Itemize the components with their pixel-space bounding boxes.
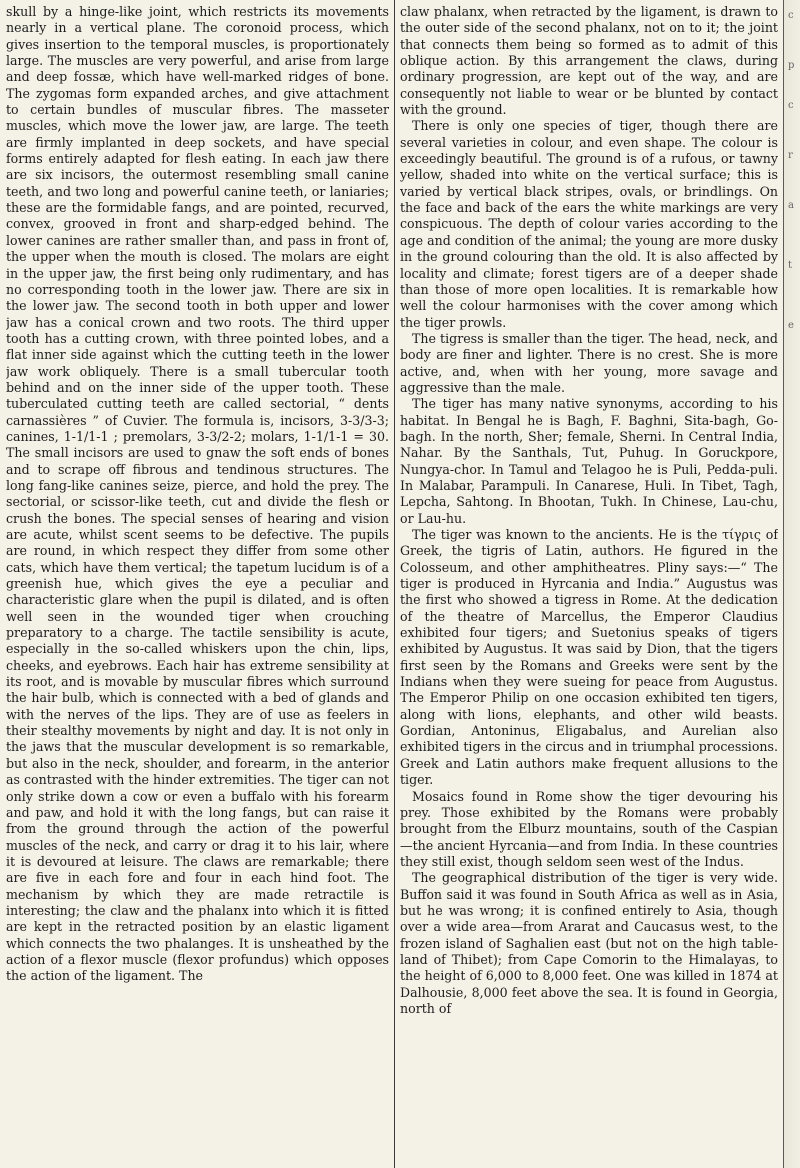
edge-fragment: r	[788, 150, 793, 161]
edge-fragment: e	[788, 320, 794, 331]
edge-fragment: t	[788, 260, 793, 271]
paragraph: The tiger has many native synonyms, according to his habitat. In Bengal he is Bagh, F. Baghni, Sita-bagh, Go-bagh. In the north, Sher; female, Sherni. In Central India, Nahar. By the Santhals, Tut, Puhug. In Goruckpore, Nungya-chor. In Tamul and Telagoo he is Puli, Pedda-puli. In Malabar, Parampuli. In Canarese, Huli. In Tibet, Tagh, Lepcha, Sahtong. In Bhootan, Tukh. In Chinese, Lau-chu, or Lau-hu.	[400, 396, 778, 526]
paragraph: skull by a hinge-like joint, which restricts its movements nearly in a vertical plane. The coronoid process, which gives insertion to the temporal muscles, is proportionately large. The muscles are very powerful, and arise from large and deep fossæ, which have well-marked ridges of bone. The zygomas form expanded arches, and give attachment to certain bundles of muscular fibres. The masseter muscles, which move the lower jaw, are large. The teeth are firmly implanted in deep sockets, and have special forms entirely adapted for flesh eating. In each jaw there are six incisors, the outermost resembling small canine teeth, and two long and powerful canine teeth, or laniaries; these are the formidable fangs, and are pointed, recurved, convex, grooved in front and sharp-edged behind. The lower canines are rather smaller than, and pass in front of, the upper when the mouth is closed. The molars are eight in the upper jaw, the first being only rudimentary, and has no corresponding tooth in the lower jaw. There are six in the lower jaw. The second tooth in both upper and lower jaw has a conical crown and two roots. The third upper tooth has a cutting crown, with three pointed lobes, and a flat inner side against which the cutting teeth in the lower jaw work obliquely. There is a small tubercular tooth behind and on the inner side of the upper tooth. These tuberculated cutting teeth are called sectorial, “ dents carnassières ” of Cuvier. The formula is, incisors, 3-3/3-3; canines, 1-1/1-1 ; premolars, 3-3/2-2; molars, 1-1/1-1 = 30. The small incisors are used to gnaw the soft ends of bones and to scrape off fibrous and tendinous structures. The long fang-like canines seize, pierce, and hold the prey. The sectorial, or scissor-like teeth, cut and divide the flesh or crush the bones. The special senses of hearing and vision are acute, whilst scent seems to be defective. The pupils are round, in which respect they differ from some other cats, which have them vertical; the tapetum lucidum is of a greenish hue, which gives the eye a peculiar and characteristic glare when the pupil is dilated, and is often well seen in the wounded tiger when crouching preparatory to a charge. The tactile sensibility is acute, especially in the so-called whiskers upon the chin, lips, cheeks, and eyebrows. Each hair has extreme sensibility at its root, and is movable by muscular fibres which surround the hair bulb, which is connected with a bed of glands and with the nerves of the lips. They are of use as feelers in their stealthy movements by night and day. It is not only in the jaws that the muscular development is so remarkable, but also in the neck, shoulder, and forearm, in the anterior as contrasted with the hinder extremities. The tiger can not only strike down a cow or even a buffalo with his forearm and paw, and hold it with the long fangs, but can raise it from the ground through the action of the powerful muscles of the neck, and carry or drag it to his lair, where it is devoured at leisure. The claws are remarkable; there are five in each fore and four in each hind foot. The mechanism by which they are made retractile is interesting; the claw and the phalanx into which it is fitted are kept in the retracted position by an elastic ligament which connects the two phalanges. It is unsheathed by the action of a flexor muscle (flexor profundus) which opposes the action of the ligament. The	[6, 4, 389, 984]
edge-fragment: p	[788, 60, 795, 71]
paragraph: The tiger was known to the ancients. He is the τίγρις of Greek, the tigris of Latin, authors. He figured in the Colosseum, and other amphitheatres. Pliny says:—“ The tiger is produced in Hyrcania and India.” Augustus was the first who showed a tigress in Rome. At the dedication of the theatre of Marcellus, the Emperor Claudius exhibited four tigers; and Suetonius speaks of tigers exhibited by Augustus. It was said by Dion, that the tigers first seen by the Romans and Greeks were sent by the Indians when they were sueing for peace from Augustus. The Emperor Philip on one occasion exhibited ten tigers, along with lions, elephants, and other wild beasts. Gordian, Antoninus, Eligabalus, and Aurelian also exhibited tigers in the circus and in triumphal processions. Greek and Latin authors make frequent allusions to the tiger.	[400, 527, 778, 788]
paragraph: There is only one species of tiger, though there are several varieties in colour, and even shape. The colour is exceedingly beautiful. The ground is of a rufous, or tawny yellow, shaded into white on the vertical surface; this is varied by vertical black stripes, ovals, or brindlings. On the face and back of the ears the white markings are very conspicuous. The depth of colour varies according to the age and condition of the animal; the young are more dusky in the ground colouring than the old. It is also affected by locality and climate; forest tigers are of a deeper shade than those of more open localities. It is remarkable how well the colour harmonises with the cover among which the tiger prowls.	[400, 118, 778, 330]
paragraph: The tigress is smaller than the tiger. The head, neck, and body are finer and lighter. There is no crest. She is more active, and, when with her young, more savage and aggressive than the male.	[400, 330, 778, 395]
paragraph: The geographical distribution of the tiger is very wide. Buffon said it was found in South Africa as well as in Asia, but he was wrong; it is confined entirely to Asia, though over a wide area—from Ararat and Caucasus west, to the frozen island of Saghalien east (but not on the high table-land of Thibet); from Cape Comorin to the Himalayas, to the height of 6,000 to 8,000 feet. One was killed in 1874 at Dalhousie, 8,000 feet above the sea. It is found in Georgia, north of	[400, 870, 778, 1016]
column-divider	[394, 0, 395, 1168]
adjacent-page-edge	[784, 0, 800, 1168]
edge-fragment: c	[788, 100, 794, 111]
edge-fragment: a	[788, 200, 794, 211]
paragraph: Mosaics found in Rome show the tiger devouring his prey. Those exhibited by the Romans were probably brought from the Elburz mountains, south of the Caspian—the ancient Hyrcania—and from India. In these countries they still exist, though seldom seen west of the Indus.	[400, 788, 778, 869]
edge-fragment: c	[788, 10, 794, 21]
left-column	[6, 4, 389, 1164]
paragraph: claw phalanx, when retracted by the ligament, is drawn to the outer side of the second phalanx, not on to it; the joint that connects them being so formed as to admit of this oblique action. By this arrangement the claws, during ordinary progression, are kept out of the way, and are consequently not liable to wear or be blunted by contact with the ground.	[400, 4, 778, 118]
right-column	[400, 4, 778, 1164]
